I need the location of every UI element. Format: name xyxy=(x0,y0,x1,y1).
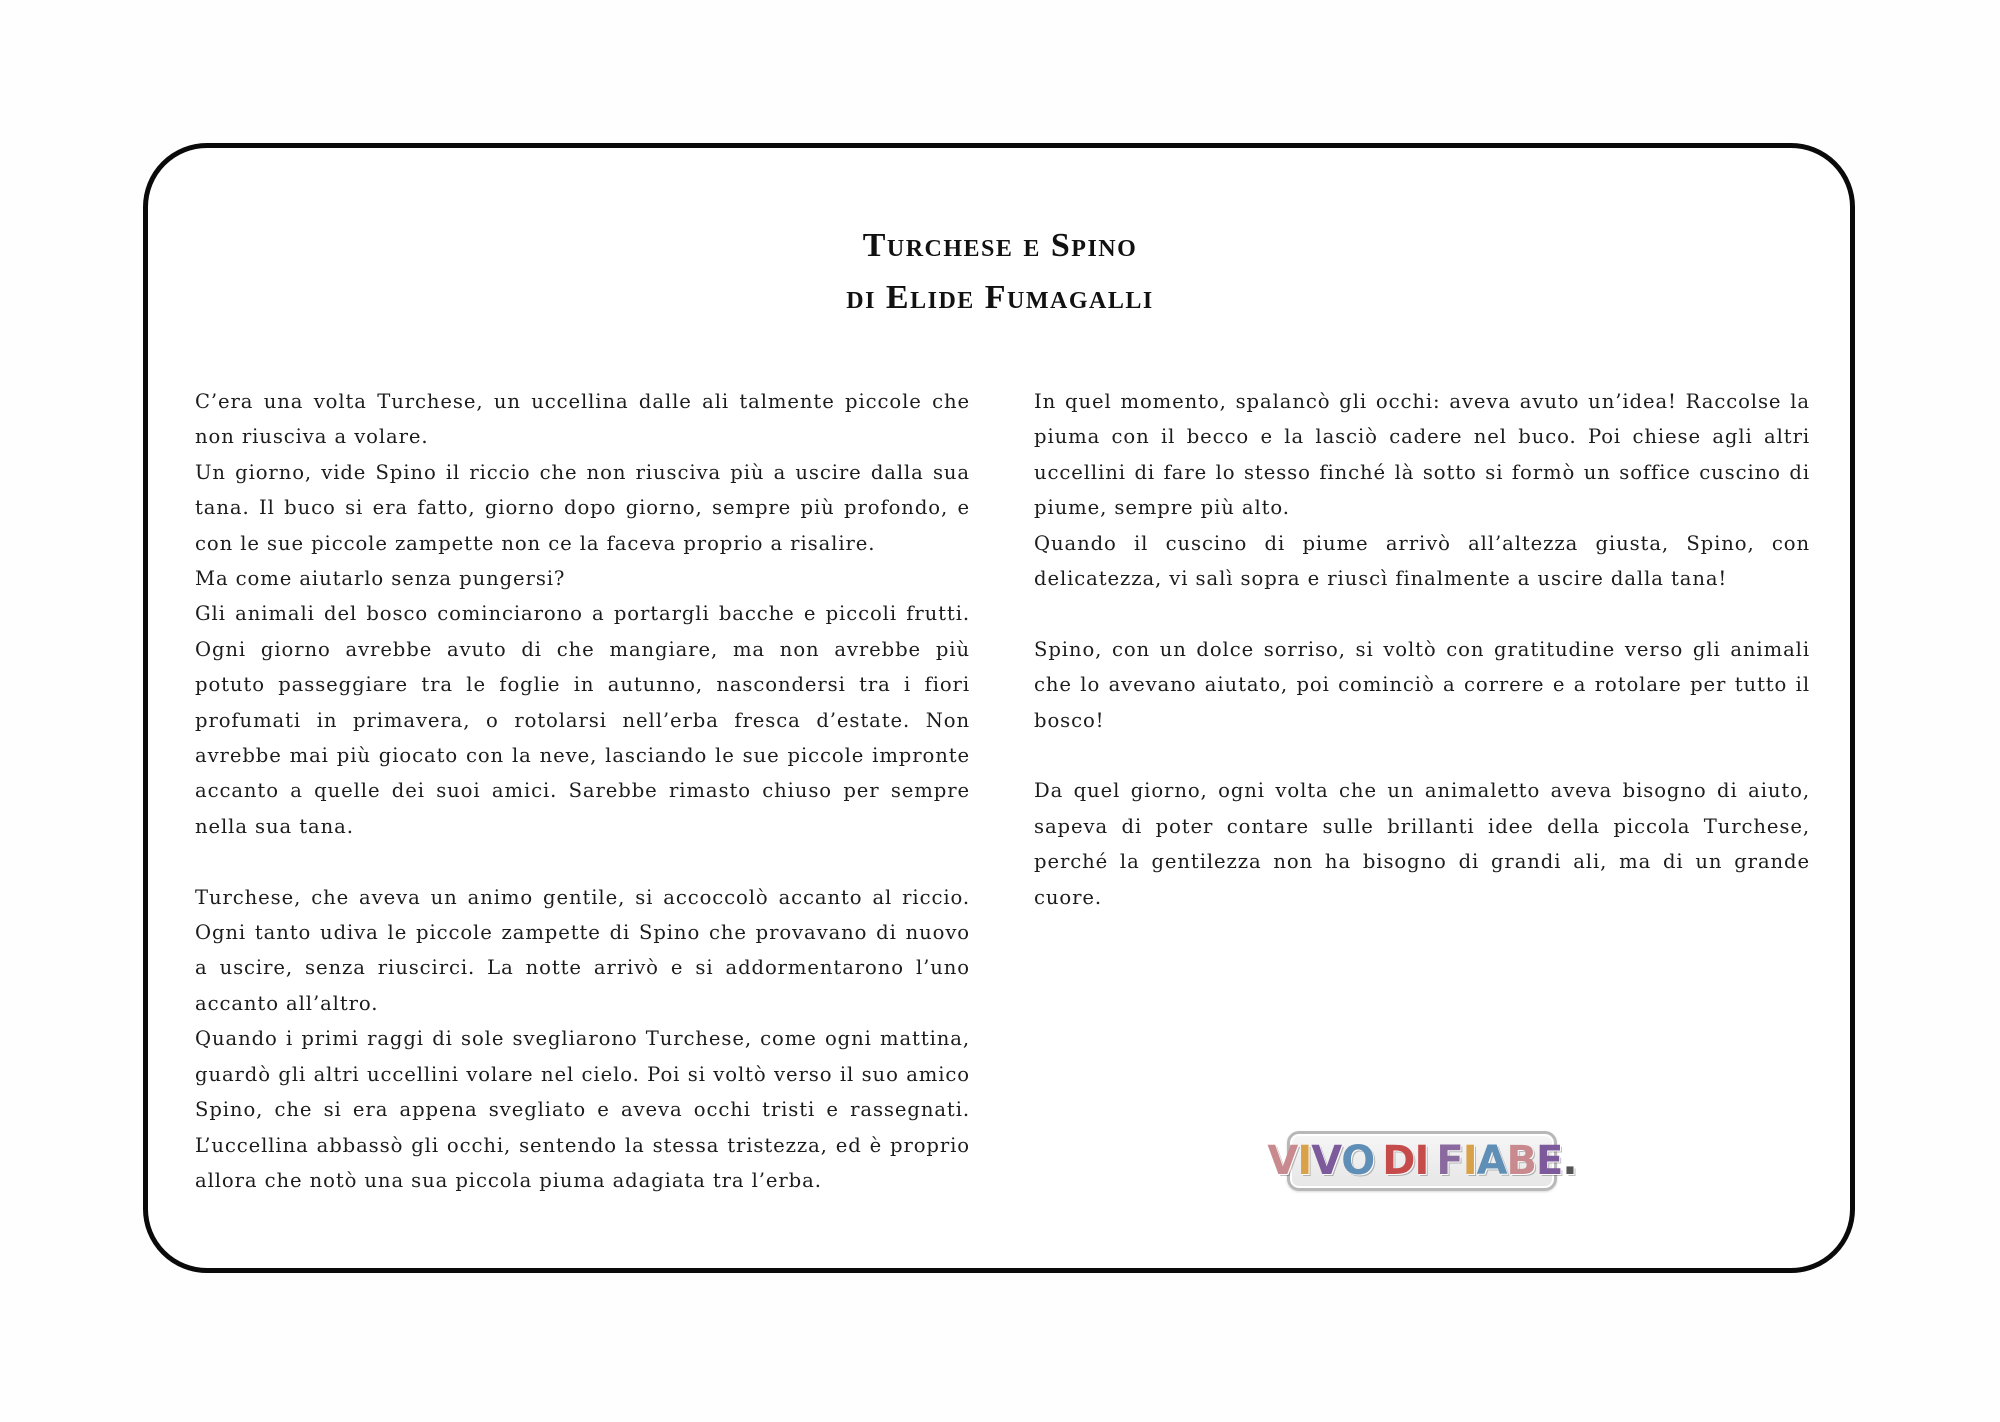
story-paragraph: Un giorno, vide Spino il riccio che non riusciva più a uscire dalla sua tana. Il buco si era fatto, giorno dopo giorno, sempre più profondo, e con le sue piccole zampette non ce la faceva proprio a risalire. xyxy=(195,460,970,555)
title-line-2-author: di Elide Fumagalli xyxy=(846,279,1154,316)
left-text-column xyxy=(195,384,970,1198)
logo-letter: V xyxy=(1267,1138,1298,1184)
story-title xyxy=(0,220,2000,324)
logo-letter: D xyxy=(1382,1138,1415,1184)
story-paragraph: Quando il cuscino di piume arrivò all’altezza giusta, Spino, con delicatezza, vi salì sopra e riuscì finalmente a uscire dalla tana! xyxy=(1034,531,1810,591)
story-paragraph: Spino, con un dolce sorriso, si voltò con gratitudine verso gli animali che lo avevano aiutato, poi cominciò a correre e a rotolare per tutto il bosco! xyxy=(1034,637,1810,732)
logo-letter: O xyxy=(1341,1138,1375,1184)
logo-letter: I xyxy=(1462,1138,1477,1184)
logo-letter: V xyxy=(1311,1138,1342,1184)
story-paragraph: C’era una volta Turchese, un uccellina dalle ali talmente piccole che non riusciva a volare. xyxy=(195,390,970,449)
story-paragraph: Ma come aiutarlo senza pungersi? xyxy=(195,567,566,591)
logo-letter: I xyxy=(1414,1138,1429,1184)
story-paragraph: Gli animali del bosco cominciarono a portargli bacche e piccoli frutti. Ogni giorno avrebbe avuto di che mangiare, ma non avrebbe più potuto passeggiare tra le foglie in autunno, nascondersi tra i fiori profumati in primavera, o rotolarsi nell’erba fresca d’estate. Non avrebbe mai più giocato con la neve, lasciando le sue piccole impronte accanto a quelle dei suoi amici. Sarebbe rimasto chiuso per sempre nella sua tana. xyxy=(195,602,970,838)
logo-wordmark xyxy=(1267,1138,1577,1184)
title-line-1: Turchese e Spino xyxy=(862,227,1138,264)
vivo-di-fiabe-logo xyxy=(1267,1131,1577,1191)
story-paragraph: Turchese, che aveva un animo gentile, si accoccolò accanto al riccio. Ogni tanto udiva le piccole zampette di Spino che provavano di nuovo a uscire, senza riuscirci. La notte arrivò e si addormentarono l’uno accanto all’altro. xyxy=(195,885,970,1015)
logo-letter: E xyxy=(1536,1138,1563,1184)
logo-letter: . xyxy=(1562,1138,1577,1184)
story-paragraph: Quando i primi raggi di sole svegliarono Turchese, come ogni mattina, guardò gli altri uccellini volare nel cielo. Poi si voltò verso il suo amico Spino, che si era appena svegliato e aveva occhi tristi e rassegnati. L’uccellina abbassò gli occhi, sentendo la stessa tristezza, ed è proprio allora che notò una sua piccola piuma adagiata tra l’erba. xyxy=(195,1027,970,1192)
story-paragraph: Da quel giorno, ogni volta che un animaletto aveva bisogno di aiuto, sapeva di poter contare sulle brillanti idee della piccola Turchese, perché la gentilezza non ha bisogno di grandi ali, ma di un grande cuore. xyxy=(1034,779,1810,909)
story-paragraph: In quel momento, spalancò gli occhi: aveva avuto un’idea! Raccolse la piuma con il becco e la lasciò cadere nel buco. Poi chiese agli altri uccellini di fare lo stesso finché là sotto si formò un soffice cuscino di piume, sempre più alto. xyxy=(1034,390,1810,520)
logo-letter: I xyxy=(1297,1138,1312,1184)
logo-letter: F xyxy=(1436,1138,1463,1184)
logo-letter: B xyxy=(1506,1138,1537,1184)
logo-letter: A xyxy=(1476,1138,1507,1184)
right-text-column xyxy=(1034,384,1810,915)
